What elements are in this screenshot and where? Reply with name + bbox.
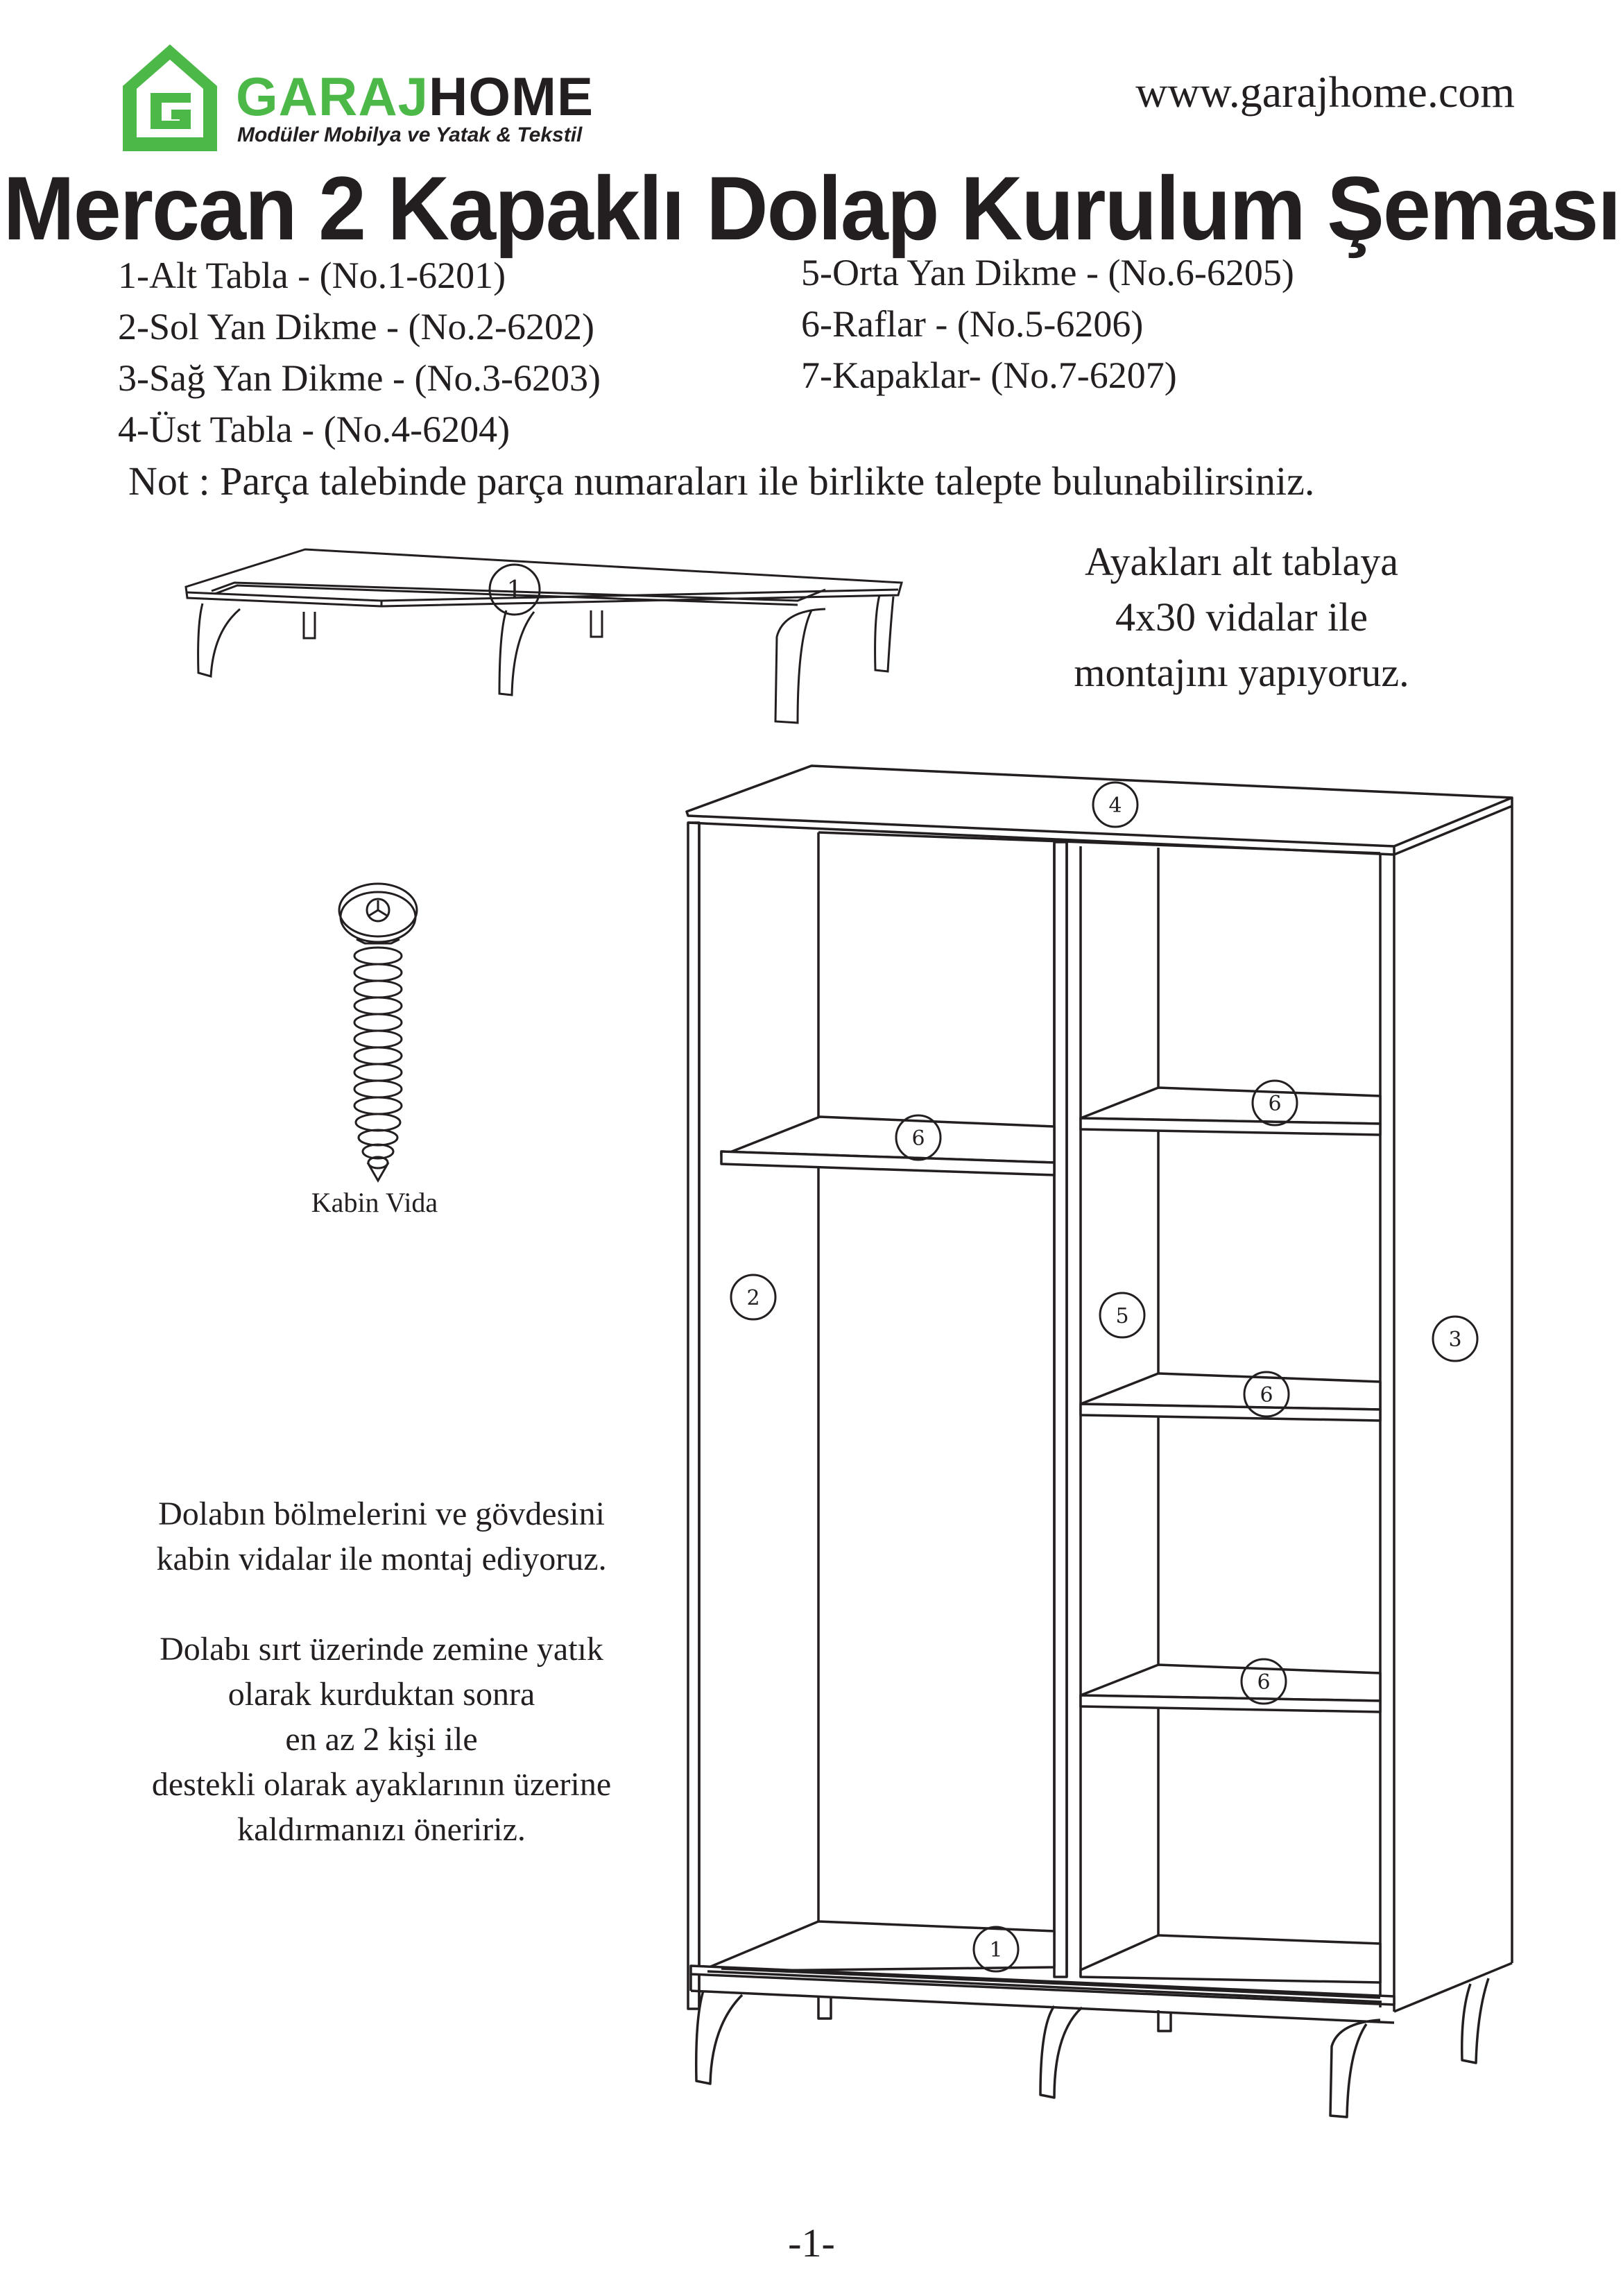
left-side-panel	[688, 823, 699, 2009]
page-title: Mercan 2 Kapaklı Dolap Kurulum Şeması	[3, 158, 1620, 259]
assembly-note-line: kabin vidalar ile montaj ediyoruz.	[156, 1541, 607, 1577]
part-item: 2-Sol Yan Dikme - (No.2-6202)	[118, 306, 594, 348]
page-number: -1-	[788, 2220, 835, 2265]
assembly-note-line: Dolabın bölmelerini ve gövdesini	[158, 1496, 605, 1532]
house-g-icon	[121, 43, 218, 154]
assembly-note-line: kaldırmanızı öneririz.	[237, 1811, 526, 1848]
legs-note-line: Ayakları alt tablaya	[1084, 539, 1399, 584]
part-item: 5-Orta Yan Dikme - (No.6-6205)	[801, 252, 1294, 293]
part-item: 6-Raflar - (No.5-6206)	[801, 303, 1144, 345]
legs-note	[999, 534, 1484, 701]
part-item: 4-Üst Tabla - (No.4-6204)	[118, 409, 510, 450]
top-board	[687, 766, 1512, 846]
assembly-note-line: Dolabı sırt üzerinde zemine yatık	[160, 1631, 603, 1668]
callout-6-label: 6	[1260, 1383, 1273, 1407]
wardrobe-assembly-diagram	[680, 756, 1526, 2130]
callout-6-label: 6	[911, 1126, 925, 1151]
callout-1-label: 1	[506, 576, 523, 605]
assembly-note-1	[97, 1491, 666, 1582]
callout-6-label: 6	[1268, 1092, 1282, 1116]
brand-name-dark: HOME	[429, 66, 594, 127]
assembly-note-2	[97, 1627, 666, 1852]
callout-1-label: 1	[989, 1938, 1003, 1962]
cabinet-screw-icon	[326, 881, 430, 1186]
assembly-note-line: destekli olarak ayaklarının üzerine	[151, 1766, 612, 1803]
callout-6-label: 6	[1257, 1670, 1271, 1695]
callout-5-label: 5	[1115, 1304, 1129, 1328]
part-item: 3-Sağ Yan Dikme - (No.3-6203)	[118, 357, 601, 399]
legs-note-line: 4x30 vidalar ile	[1115, 594, 1368, 640]
parts-list-right	[801, 247, 1294, 401]
screw-label: Kabin Vida	[311, 1187, 438, 1218]
callout-4-label: 4	[1108, 794, 1122, 818]
callout-2-label: 2	[746, 1286, 760, 1310]
website-url: www.garajhome.com	[1135, 67, 1515, 117]
part-item: 7-Kapaklar- (No.7-6207)	[801, 354, 1177, 396]
parts-list-left	[118, 250, 601, 455]
base-board-illustration	[173, 534, 922, 728]
assembly-note-line: olarak kurduktan sonra	[227, 1676, 535, 1713]
assembly-note-line: en az 2 kişi ile	[285, 1721, 478, 1758]
brand-logo	[121, 43, 218, 154]
brand-tagline: Modüler Mobilya ve Yatak & Tekstil	[237, 123, 583, 146]
brand-name	[236, 66, 594, 127]
callout-3-label: 3	[1448, 1328, 1462, 1352]
parts-request-note: Not : Parça talebinde parça numaraları ile birlikte talepte bulunabilirsiniz.	[128, 459, 1315, 504]
middle-side-panel	[1054, 842, 1067, 1977]
part-item: 1-Alt Tabla - (No.1-6201)	[118, 255, 506, 296]
brand-name-green: GARAJ	[236, 66, 429, 127]
legs-note-line: montajını yapıyoruz.	[1074, 650, 1409, 695]
